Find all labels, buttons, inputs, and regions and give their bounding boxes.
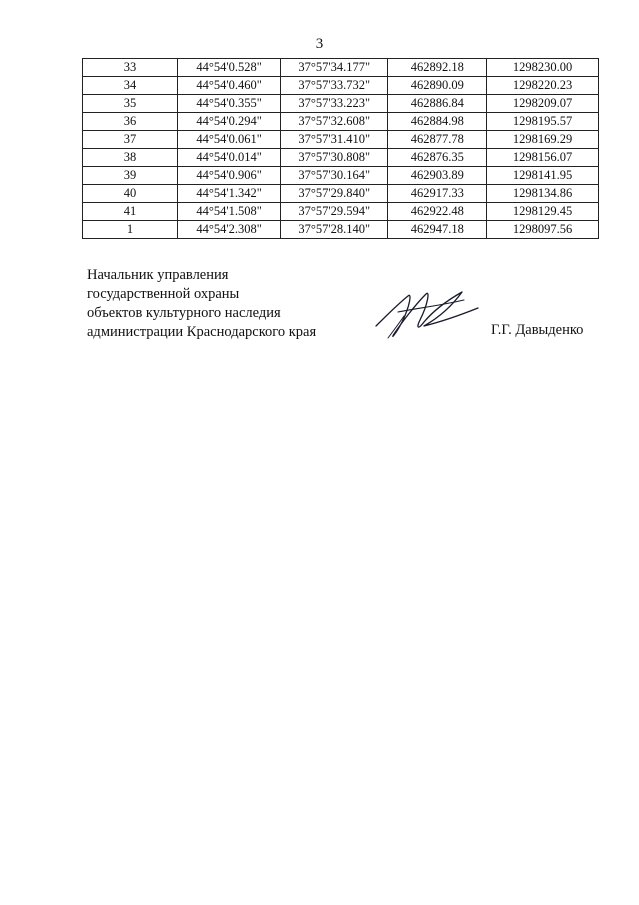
table-cell: 38 xyxy=(83,149,178,167)
table-cell: 44°54'0.294" xyxy=(178,113,281,131)
table-cell: 33 xyxy=(83,59,178,77)
table-cell: 1298220.23 xyxy=(487,77,599,95)
table-cell: 1298141.95 xyxy=(487,167,599,185)
table-cell: 44°54'0.014" xyxy=(178,149,281,167)
signatory-title-line: государственной охраны xyxy=(87,286,240,302)
table-cell: 1298230.00 xyxy=(487,59,599,77)
table-cell: 37°57'28.140" xyxy=(281,221,388,239)
table-cell: 1 xyxy=(83,221,178,239)
table-cell: 37°57'30.808" xyxy=(281,149,388,167)
table-cell: 462886.84 xyxy=(388,95,487,113)
signatory-title-line: объектов культурного наследия xyxy=(87,305,281,321)
table-cell: 462877.78 xyxy=(388,131,487,149)
table-cell: 37°57'29.840" xyxy=(281,185,388,203)
table-cell: 1298209.07 xyxy=(487,95,599,113)
table-cell: 37°57'33.223" xyxy=(281,95,388,113)
table-cell: 462917.33 xyxy=(388,185,487,203)
signatory-title-line: администрации Краснодарского края xyxy=(87,324,317,340)
table-cell: 1298097.56 xyxy=(487,221,599,239)
table-cell: 1298169.29 xyxy=(487,131,599,149)
table-cell: 44°54'0.906" xyxy=(178,167,281,185)
table-row xyxy=(83,203,599,221)
table-row xyxy=(83,95,599,113)
table-cell: 1298134.86 xyxy=(487,185,599,203)
table-cell: 462892.18 xyxy=(388,59,487,77)
handwritten-signature xyxy=(368,282,480,348)
table-cell: 37°57'34.177" xyxy=(281,59,388,77)
table-row xyxy=(83,59,599,77)
signatory-title-line: Начальник управления xyxy=(87,267,229,283)
table-cell: 39 xyxy=(83,167,178,185)
table-cell: 34 xyxy=(83,77,178,95)
table-cell: 40 xyxy=(83,185,178,203)
table-cell: 37°57'30.164" xyxy=(281,167,388,185)
table-cell: 462922.48 xyxy=(388,203,487,221)
page-number: 3 xyxy=(315,36,324,52)
table-cell: 44°54'0.061" xyxy=(178,131,281,149)
table-cell: 41 xyxy=(83,203,178,221)
table-cell: 35 xyxy=(83,95,178,113)
coordinates-table xyxy=(82,58,599,239)
table-cell: 462876.35 xyxy=(388,149,487,167)
table-cell: 37°57'31.410" xyxy=(281,131,388,149)
table-row xyxy=(83,185,599,203)
table-row xyxy=(83,167,599,185)
table-row xyxy=(83,221,599,239)
table-row xyxy=(83,77,599,95)
table-cell: 37°57'32.608" xyxy=(281,113,388,131)
table-cell: 36 xyxy=(83,113,178,131)
table-cell: 462903.89 xyxy=(388,167,487,185)
table-cell: 37 xyxy=(83,131,178,149)
table-cell: 44°54'0.355" xyxy=(178,95,281,113)
table-row xyxy=(83,113,599,131)
table-cell: 44°54'1.342" xyxy=(178,185,281,203)
table-cell: 44°54'0.528" xyxy=(178,59,281,77)
table-cell: 37°57'29.594" xyxy=(281,203,388,221)
table-cell: 1298195.57 xyxy=(487,113,599,131)
table-cell: 462884.98 xyxy=(388,113,487,131)
signatory-title xyxy=(87,266,316,342)
table-cell: 37°57'33.732" xyxy=(281,77,388,95)
table-cell: 44°54'2.308" xyxy=(178,221,281,239)
table-row xyxy=(83,149,599,167)
table-cell: 44°54'1.508" xyxy=(178,203,281,221)
table-cell: 1298156.07 xyxy=(487,149,599,167)
table-cell: 44°54'0.460" xyxy=(178,77,281,95)
table-cell: 462890.09 xyxy=(388,77,487,95)
signer-name: Г.Г. Давыденко xyxy=(491,322,584,338)
table-cell: 462947.18 xyxy=(388,221,487,239)
table-row xyxy=(83,131,599,149)
table-cell: 1298129.45 xyxy=(487,203,599,221)
